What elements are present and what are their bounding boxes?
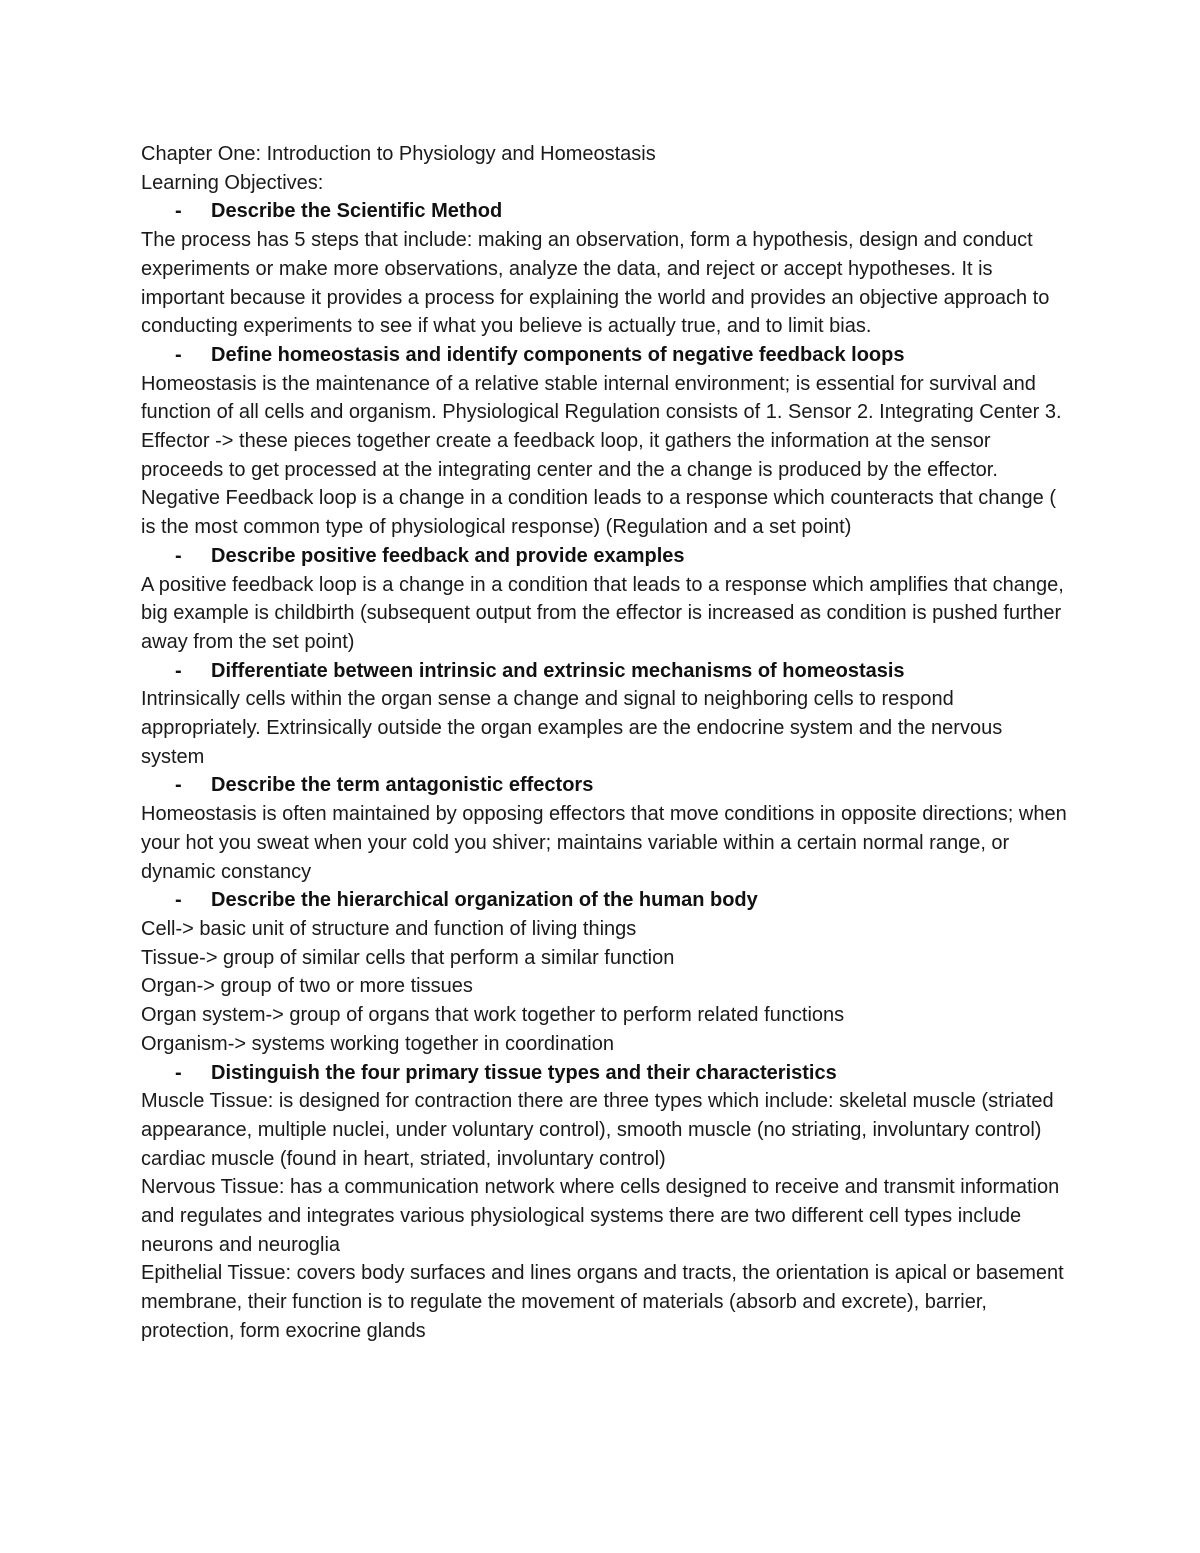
objective-heading-text: Describe the hierarchical organization of the human body [211, 889, 758, 912]
section-homeostasis-negative-feedback [141, 341, 1071, 542]
hierarchy-line-organ: Organ-> group of two or more tissues [141, 975, 473, 998]
bullet-dash-icon: - [175, 200, 182, 223]
bullet-dash-icon: - [175, 774, 182, 797]
objective-heading [141, 341, 1071, 370]
section-intrinsic-extrinsic [141, 657, 1071, 772]
tissue-muscle-paragraph: Muscle Tissue: is designed for contraction there are three types which include: skeletal muscle (striated appearance, multiple nuclei, under voluntary control), smooth muscle (no striating, involuntary control) cardiac muscle (found in heart, striated, involuntary control) [141, 1090, 1054, 1170]
bullet-dash-icon: - [175, 1061, 182, 1084]
bullet-dash-icon: - [175, 889, 182, 912]
tissue-epithelial-paragraph: Epithelial Tissue: covers body surfaces and lines organs and tracts, the orientation is apical or basement membrane, their function is to regulate the movement of materials (absorb and excrete), barrier, protection, form exocrine glands [141, 1262, 1064, 1342]
section-positive-feedback [141, 542, 1071, 657]
objective-heading [141, 657, 1071, 686]
objective-paragraph: The process has 5 steps that include: making an observation, form a hypothesis, design and conduct experiments or make more observations, analyze the data, and reject or accept hypotheses. It is important because it provides a process for explaining the world and provides an objective approach to conducting experiments to see if what you believe is actually true, and to limit bias. [141, 229, 1050, 338]
hierarchy-line-cell: Cell-> basic unit of structure and function of living things [141, 917, 637, 940]
section-hierarchical-organization [141, 886, 1071, 1058]
objective-paragraph: Homeostasis is often maintained by opposing effectors that move conditions in opposite directions; when your hot you sweat when your cold you shiver; maintains variable within a certain normal range, or dynamic constancy [141, 803, 1067, 883]
objective-heading-text: Differentiate between intrinsic and extrinsic mechanisms of homeostasis [211, 659, 905, 682]
objective-heading [141, 1059, 1071, 1088]
section-scientific-method [141, 197, 1071, 341]
hierarchy-line-tissue: Tissue-> group of similar cells that perform a similar function [141, 946, 675, 969]
objective-heading-text: Distinguish the four primary tissue types and their characteristics [211, 1061, 837, 1084]
bullet-dash-icon: - [175, 343, 182, 366]
objective-paragraph: A positive feedback loop is a change in a condition that leads to a response which amplifies that change, big example is childbirth (subsequent output from the effector is increased as condition is pushed further away from the set point) [141, 573, 1064, 653]
objective-heading-text: Describe the term antagonistic effectors [211, 774, 594, 797]
objective-heading-text: Define homeostasis and identify components of negative feedback loops [211, 343, 905, 366]
objective-heading [141, 542, 1071, 571]
objective-paragraph: Homeostasis is the maintenance of a relative stable internal environment; is essential for survival and function of all cells and organism. Physiological Regulation consists of 1. Sensor 2. Integrating Center 3. Effector -> these pieces together create a feedback loop, it gathers the information at the sensor proceeds to get processed at the integrating center and the a change is produced by the effector. Negative Feedback loop is a change in a condition leads to a response which counteracts that change ( is the most common type of physiological response) (Regulation and a set point) [141, 372, 1062, 539]
objective-heading [141, 771, 1071, 800]
tissue-nervous-paragraph: Nervous Tissue: has a communication network where cells designed to receive and transmit information and regulates and integrates various physiological systems there are two different cell types include neurons and neuroglia [141, 1176, 1060, 1256]
chapter-title: Chapter One: Introduction to Physiology and Homeostasis [141, 143, 656, 165]
learning-objectives-label: Learning Objectives: [141, 171, 324, 194]
objective-heading-text: Describe the Scientific Method [211, 200, 503, 223]
hierarchy-line-organ-system: Organ system-> group of organs that work together to perform related functions [141, 1004, 845, 1027]
objective-heading [141, 197, 1071, 226]
hierarchy-line-organism: Organism-> systems working together in coordination [141, 1032, 614, 1055]
bullet-dash-icon: - [175, 659, 182, 682]
objective-paragraph: Intrinsically cells within the organ sense a change and signal to neighboring cells to respond appropriately. Extrinsically outside the organ examples are the endocrine system and the nervous system [141, 688, 1003, 768]
objective-heading-text: Describe positive feedback and provide examples [211, 544, 685, 567]
document-page [141, 140, 1071, 1346]
bullet-dash-icon: - [175, 544, 182, 567]
section-antagonistic-effectors [141, 771, 1071, 886]
section-tissue-types [141, 1059, 1071, 1346]
objective-heading [141, 886, 1071, 915]
